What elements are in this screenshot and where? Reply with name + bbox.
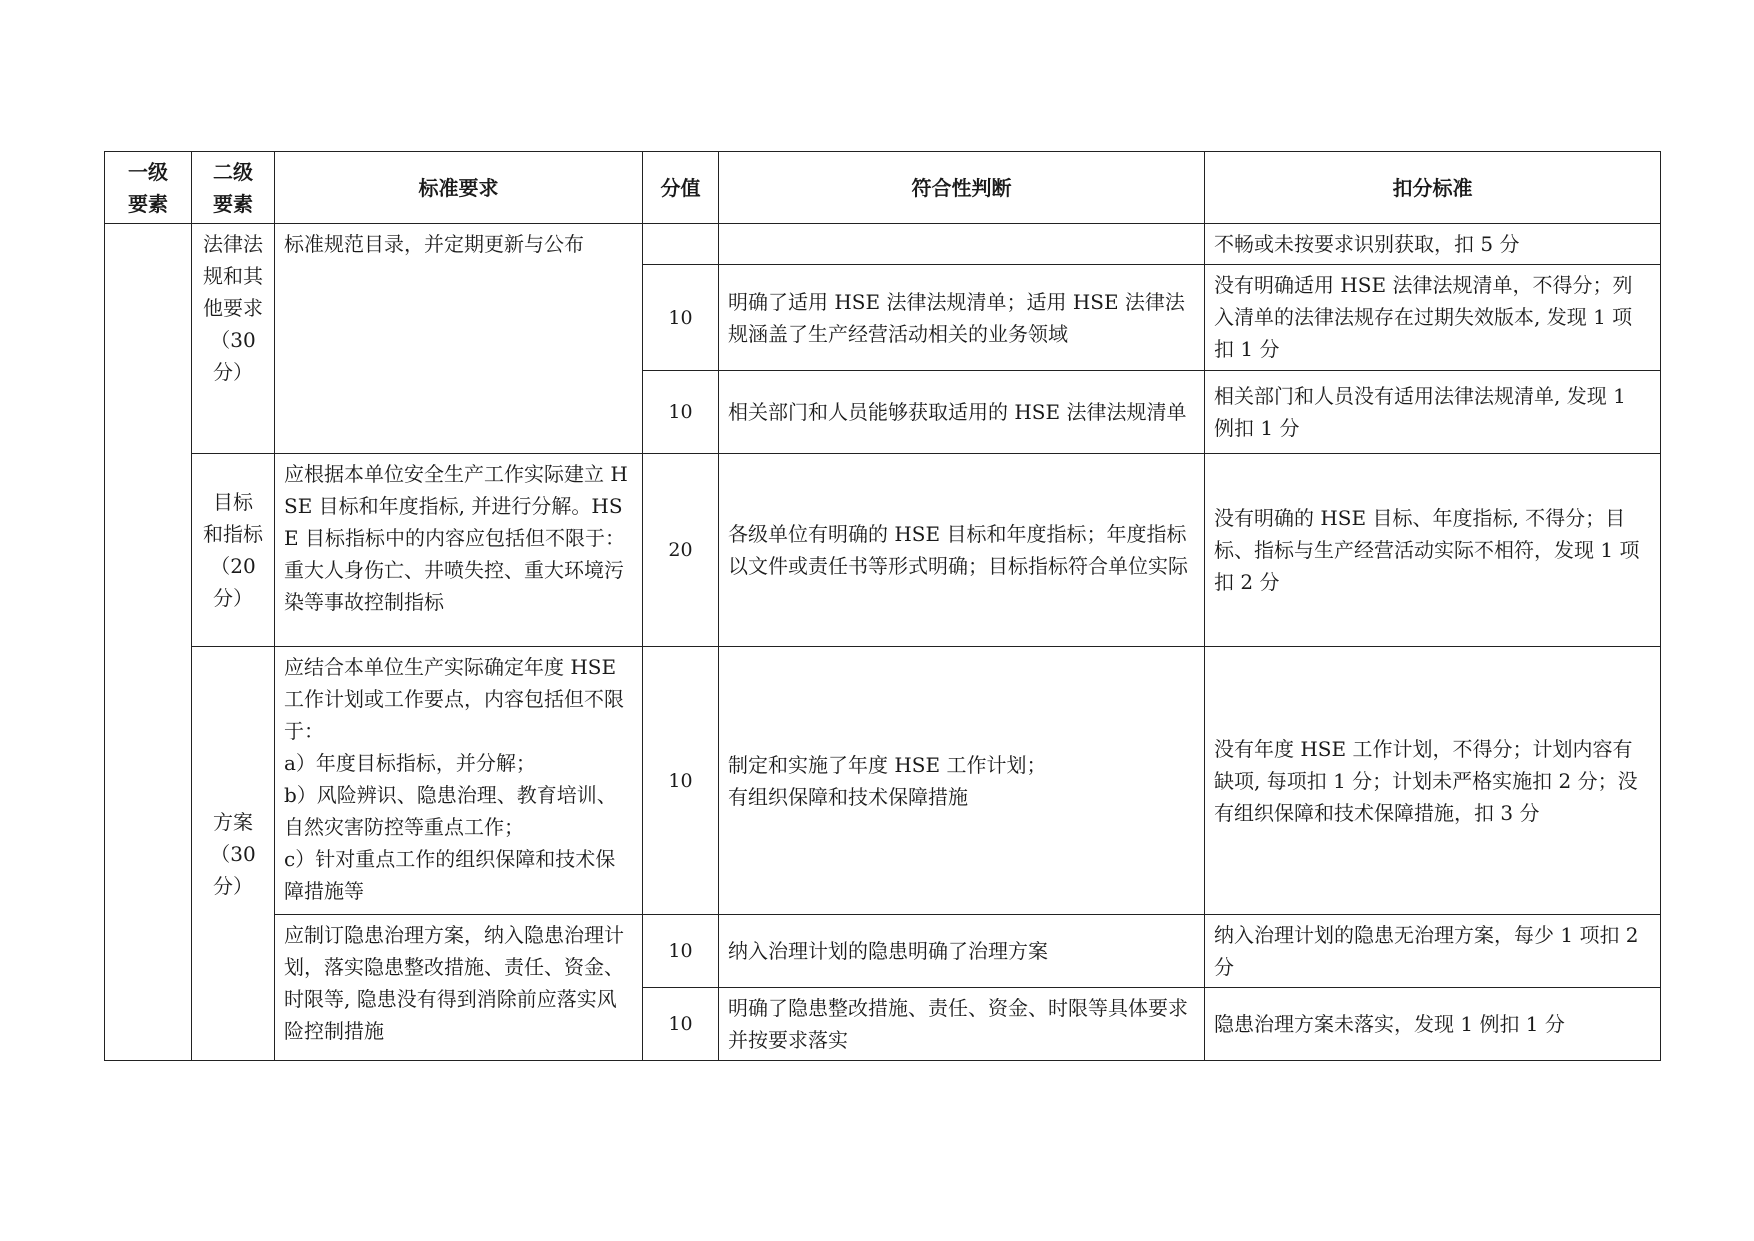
conformity-cell: 各级单位有明确的 HSE 目标和年度指标；年度指标以文件或责任书等形式明确；目标指标符合单位实际 [719, 454, 1205, 647]
level2-cell: 目标 和指标 （20 分） [192, 454, 275, 647]
conformity-cell: 相关部门和人员能够获取适用的 HSE 法律法规清单 [719, 371, 1205, 454]
score-cell [643, 224, 719, 265]
score-cell: 10 [643, 265, 719, 371]
header-row [105, 152, 1661, 224]
score-cell: 10 [643, 647, 719, 915]
header-level1: 一级 要素 [105, 152, 192, 224]
deduction-cell: 没有明确的 HSE 目标、年度指标, 不得分；目标、指标与生产经营活动实际不相符，发现 1 项扣 2 分 [1205, 454, 1661, 647]
level2-cell: 方案 （30 分） [192, 647, 275, 1061]
deduction-cell: 纳入治理计划的隐患无治理方案，每少 1 项扣 2 分 [1205, 915, 1661, 988]
deduction-cell: 没有明确适用 HSE 法律法规清单，不得分；列入清单的法律法规存在过期失效版本, 发现 1 项扣 1 分 [1205, 265, 1661, 371]
deduction-cell: 没有年度 HSE 工作计划，不得分；计划内容有缺项, 每项扣 1 分；计划未严格实施扣 2 分；没有组织保障和技术保障措施，扣 3 分 [1205, 647, 1661, 915]
deduction-cell: 不畅或未按要求识别获取，扣 5 分 [1205, 224, 1661, 265]
conformity-cell: 制定和实施了年度 HSE 工作计划； 有组织保障和技术保障措施 [719, 647, 1205, 915]
header-score: 分值 [643, 152, 719, 224]
level2-cell: 法律法 规和其 他要求 （30 分） [192, 224, 275, 454]
table-header [105, 152, 1661, 224]
score-cell: 10 [643, 915, 719, 988]
score-cell: 10 [643, 371, 719, 454]
table-row [105, 647, 1661, 915]
requirement-cell: 应结合本单位生产实际确定年度 HSE 工作计划或工作要点，内容包括但不限于： a）年度目标指标，并分解； b）风险辨识、隐患治理、教育培训、自然灾害防控等重点工作； c）针对重点工作的组织保障和技术保障措施等 [275, 647, 643, 915]
requirement-cell: 应制订隐患治理方案，纳入隐患治理计划，落实隐患整改措施、责任、资金、时限等, 隐患没有得到消除前应落实风险控制措施 [275, 915, 643, 1061]
hse-standard-table [104, 151, 1661, 1061]
table-row [105, 454, 1661, 647]
header-deduction: 扣分标准 [1205, 152, 1661, 224]
header-conformity: 符合性判断 [719, 152, 1205, 224]
deduction-cell: 相关部门和人员没有适用法律法规清单, 发现 1 例扣 1 分 [1205, 371, 1661, 454]
table-row [105, 224, 1661, 265]
score-cell: 20 [643, 454, 719, 647]
level1-cell [105, 224, 192, 1061]
conformity-cell: 明确了适用 HSE 法律法规清单；适用 HSE 法律法规涵盖了生产经营活动相关的业务领域 [719, 265, 1205, 371]
table-row [105, 915, 1661, 988]
requirement-cell: 标准规范目录，并定期更新与公布 [275, 224, 643, 454]
header-requirement: 标准要求 [275, 152, 643, 224]
deduction-cell: 隐患治理方案未落实，发现 1 例扣 1 分 [1205, 988, 1661, 1061]
table-body [105, 224, 1661, 1061]
conformity-cell: 明确了隐患整改措施、责任、资金、时限等具体要求并按要求落实 [719, 988, 1205, 1061]
conformity-cell: 纳入治理计划的隐患明确了治理方案 [719, 915, 1205, 988]
requirement-cell: 应根据本单位安全生产工作实际建立 HSE 目标和年度指标, 并进行分解。HSE 目标指标中的内容应包括但不限于：重大人身伤亡、井喷失控、重大环境污染等事故控制指标 [275, 454, 643, 647]
header-level2: 二级 要素 [192, 152, 275, 224]
conformity-cell [719, 224, 1205, 265]
score-cell: 10 [643, 988, 719, 1061]
